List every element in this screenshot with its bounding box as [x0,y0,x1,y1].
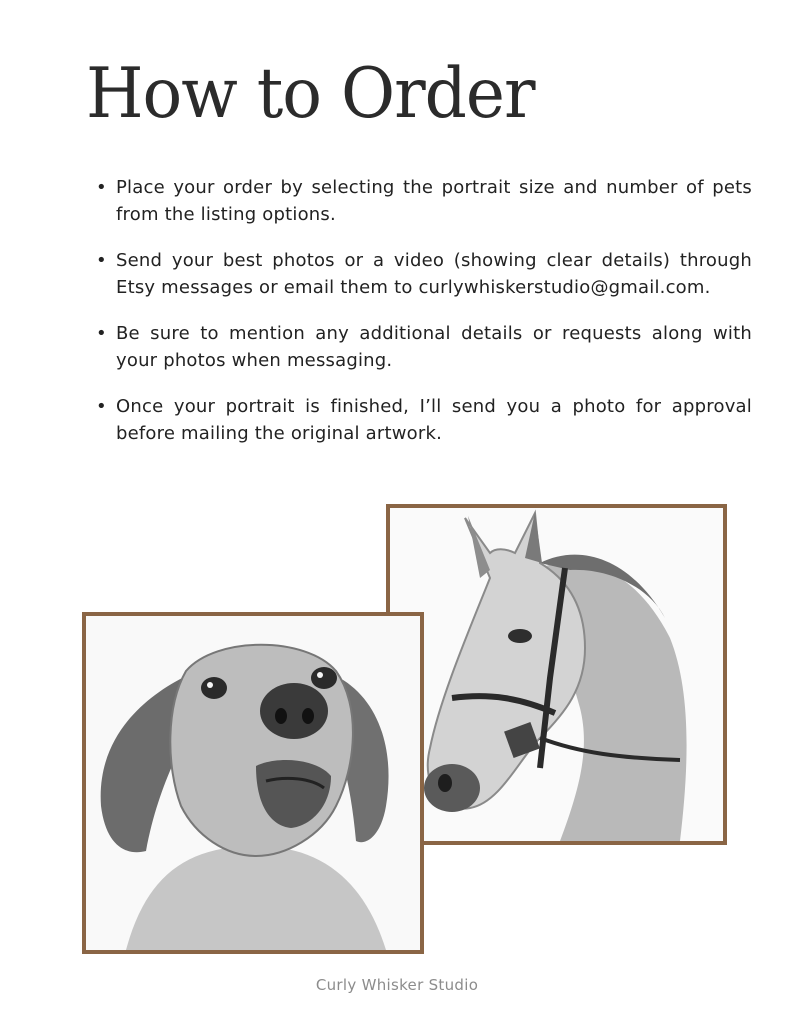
bullet: • [96,323,107,344]
bullet: • [96,396,107,417]
order-steps-list [96,174,752,466]
list-item [96,393,752,447]
bullet: • [96,250,107,271]
list-item [96,247,752,301]
bullet: • [96,177,107,198]
horse-portrait-frame [386,504,727,845]
list-item [96,320,752,374]
studio-name-footer: Curly Whisker Studio [315,976,479,994]
horse-sketch-image [390,508,723,841]
list-item [96,174,752,228]
step-text: Place your order by selecting the portrait size and number of pets from the listing options. [116,177,752,225]
dog-sketch-image [86,616,420,950]
step-text: Once your portrait is finished, I’ll send you a photo for approval before mailing the original artwork. [116,396,752,444]
step-text: Be sure to mention any additional details or requests along with your photos when messaging. [116,323,752,371]
dog-portrait-frame [82,612,424,954]
page-title: How to Order [86,53,535,134]
step-text: Send your best photos or a video (showing clear details) through Etsy messages or email them to curlywhiskerstudio@gmail.com. [116,250,752,298]
